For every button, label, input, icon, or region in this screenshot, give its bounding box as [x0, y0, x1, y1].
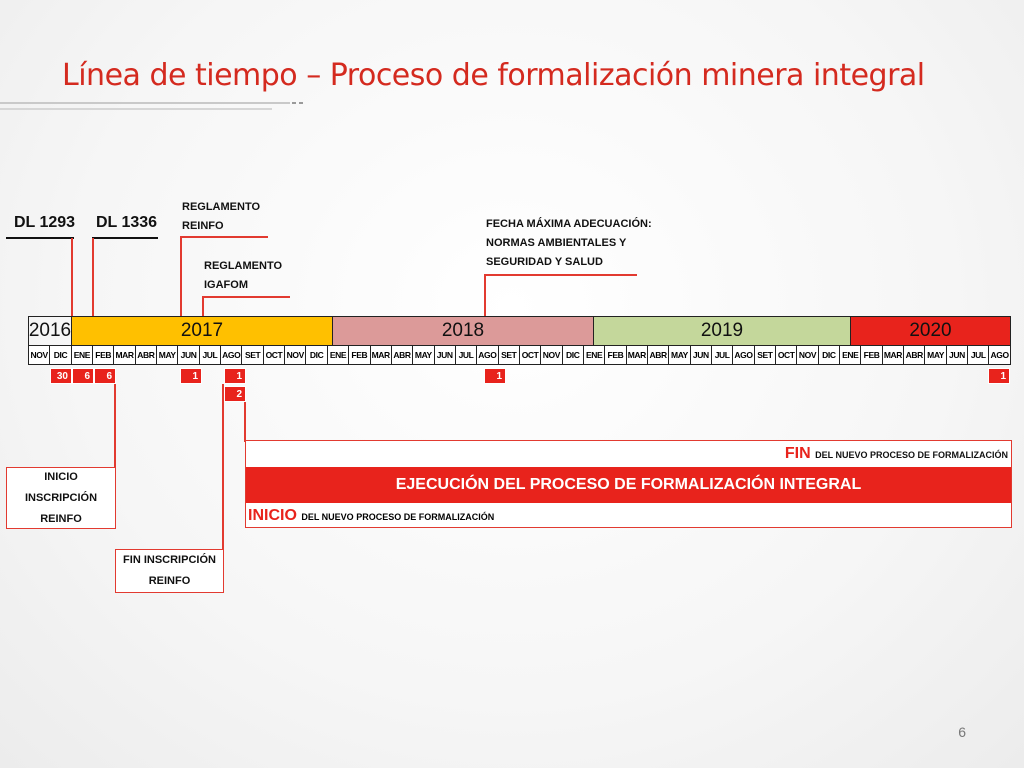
month-cell: DIC [819, 346, 840, 364]
month-cell: FEB [861, 346, 882, 364]
month-cell: FEB [605, 346, 626, 364]
inicio-word: INICIO [248, 507, 297, 524]
month-cell: NOV [29, 346, 50, 364]
month-cell: NOV [285, 346, 306, 364]
dl1336-connector [92, 238, 94, 316]
title-dot [292, 102, 296, 104]
month-cell: ABR [904, 346, 925, 364]
fin-label [785, 445, 1008, 463]
box-inicio-inscripcion [6, 467, 116, 529]
reglamento-igafom-line2: IGAFOM [204, 279, 248, 291]
fin-insc-line2: REINFO [148, 575, 191, 587]
inicio-insc-connector [114, 384, 116, 468]
date-cell: 2 [224, 386, 246, 402]
date-cell: 1 [988, 368, 1010, 384]
fin-insc-line1: FIN INSCRIPCIÓN [123, 554, 216, 566]
fecha-line3: SEGURIDAD Y SALUD [486, 256, 603, 268]
date-cell: 1 [224, 368, 246, 384]
title-underline [0, 102, 290, 104]
month-cell: SET [755, 346, 776, 364]
month-cell: JUL [456, 346, 477, 364]
date-cell: 6 [72, 368, 94, 384]
date-cell: 1 [180, 368, 202, 384]
date-cell: 30 [50, 368, 72, 384]
month-cell: MAR [627, 346, 648, 364]
label-fecha-maxima [486, 215, 652, 272]
month-cell: OCT [776, 346, 797, 364]
month-cell: JUL [712, 346, 733, 364]
page-title: Línea de tiempo – Proceso de formalización minera integral [62, 58, 925, 93]
month-cell: NOV [797, 346, 818, 364]
years-row [28, 316, 1011, 346]
month-cell: JUL [200, 346, 221, 364]
month-cell: SET [499, 346, 520, 364]
month-cell: ENE [328, 346, 349, 364]
month-cell: JUL [968, 346, 989, 364]
label-reglamento-igafom [204, 257, 282, 295]
month-cell: OCT [264, 346, 285, 364]
month-cell: FEB [93, 346, 114, 364]
year-cell: 2020 [851, 317, 1010, 345]
reinfo-underline [180, 236, 268, 238]
months-row [28, 346, 1011, 365]
month-cell: JUN [178, 346, 199, 364]
reglamento-igafom-line1: REGLAMENTO [204, 260, 283, 272]
month-cell: MAY [925, 346, 946, 364]
month-cell: AGO [990, 350, 1009, 360]
year-cell: 2019 [594, 317, 851, 345]
month-cell: DIC [50, 346, 71, 364]
fecha-connector [484, 274, 486, 316]
box-fin-inscripcion [115, 549, 224, 593]
fin-word: FIN [784, 445, 811, 462]
dl1293-underline [6, 237, 74, 239]
year-cell: 2016 [29, 317, 72, 345]
date-cell: 1 [484, 368, 506, 384]
month-cell: MAY [157, 346, 178, 364]
month-cell: ENE [584, 346, 605, 364]
month-cell: ENE [840, 346, 861, 364]
label-dl1293: DL 1293 [14, 214, 76, 231]
inicio-insc-line1: INICIO INSCRIPCIÓN [24, 470, 98, 504]
month-cell: NOV [541, 346, 562, 364]
dl1336-underline [92, 237, 158, 239]
fecha-line1: FECHA MÁXIMA ADECUACIÓN: [486, 218, 652, 230]
month-cell: MAY [669, 346, 690, 364]
month-cell: AGO [733, 346, 754, 364]
month-cell: SET [242, 346, 263, 364]
title-dot [299, 102, 303, 104]
month-cell: ABR [392, 346, 413, 364]
inicio-insc-line2: REINFO [40, 512, 82, 525]
year-cell: 2018 [333, 317, 594, 345]
month-cell: MAY [413, 346, 434, 364]
month-cell: ABR [136, 346, 157, 364]
month-cell: AGO [221, 346, 242, 364]
label-dl1336: DL 1336 [96, 214, 158, 231]
dl1293-connector [71, 238, 73, 316]
month-cell: ENE [72, 346, 93, 364]
month-cell: FEB [349, 346, 370, 364]
timeline [28, 316, 1011, 365]
inicio-label [248, 507, 494, 525]
inicio-rest: DEL NUEVO PROCESO DE FORMALIZACIÓN [301, 512, 495, 522]
reglamento-reinfo-line1: REGLAMENTO [182, 201, 261, 213]
month-cell: MAR [883, 346, 904, 364]
month-cell: JUN [435, 346, 456, 364]
execution-block [245, 440, 1012, 528]
fin-rest: DEL NUEVO PROCESO DE FORMALIZACIÓN [815, 450, 1008, 460]
month-cell: JUN [947, 346, 968, 364]
date-cell: 6 [94, 368, 116, 384]
reglamento-reinfo-line2: REINFO [182, 220, 224, 232]
month-cell: DIC [306, 346, 327, 364]
fin-insc-connector [222, 384, 224, 550]
fecha-underline [484, 274, 637, 276]
month-cell: ABR [648, 346, 669, 364]
label-reglamento-reinfo [182, 198, 260, 236]
year-cell: 2017 [72, 317, 333, 345]
month-cell: DIC [563, 346, 584, 364]
title-underline-2 [0, 108, 272, 110]
page-number: 6 [958, 724, 966, 740]
execution-bar: EJECUCIÓN DEL PROCESO DE FORMALIZACIÓN INTEGRAL [246, 467, 1011, 503]
month-cell: AGO [477, 346, 498, 364]
month-cell: OCT [520, 346, 541, 364]
month-cell: MAR [114, 346, 135, 364]
ejecucion-connector [244, 402, 246, 442]
reinfo-connector [180, 236, 182, 316]
fecha-line2: NORMAS AMBIENTALES Y [486, 237, 627, 249]
month-cell: MAR [371, 346, 392, 364]
igafom-connector [202, 296, 204, 316]
igafom-underline [202, 296, 290, 298]
month-cell: JUN [691, 346, 712, 364]
